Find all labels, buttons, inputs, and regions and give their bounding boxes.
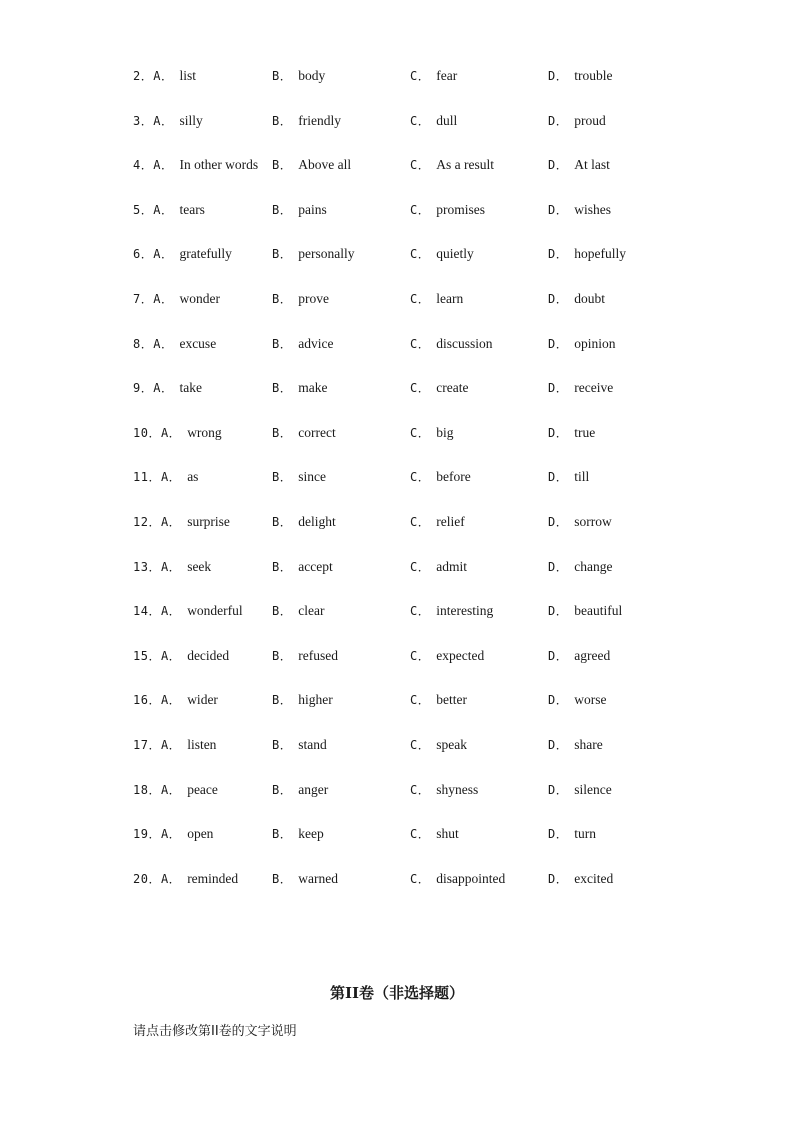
option-label: C． bbox=[410, 827, 431, 842]
option-text: before bbox=[436, 469, 471, 485]
option-text: wider bbox=[187, 692, 218, 708]
option-b bbox=[272, 423, 336, 443]
option-a bbox=[133, 646, 229, 666]
option-text: expected bbox=[436, 647, 485, 663]
option-label: B． bbox=[272, 693, 293, 708]
option-text: shut bbox=[436, 826, 459, 842]
option-text: change bbox=[574, 558, 613, 574]
option-a bbox=[133, 690, 218, 710]
option-label: C． bbox=[410, 381, 431, 396]
option-label: 7．A． bbox=[133, 292, 174, 306]
option-text: higher bbox=[298, 692, 333, 708]
option-label: C． bbox=[410, 292, 431, 306]
option-a bbox=[133, 378, 202, 398]
option-label: 13．A． bbox=[133, 559, 182, 574]
option-c bbox=[410, 155, 494, 175]
option-label: D． bbox=[548, 827, 569, 842]
option-text: quietly bbox=[436, 246, 474, 262]
option-c bbox=[410, 601, 493, 621]
option-text: big bbox=[436, 424, 454, 440]
question-row bbox=[133, 200, 693, 220]
section-title: 第II卷（非选择题） bbox=[329, 984, 465, 1002]
option-d bbox=[548, 869, 613, 889]
option-text: beautiful bbox=[574, 603, 623, 619]
option-b bbox=[272, 646, 338, 666]
option-d bbox=[548, 200, 611, 220]
option-label: C． bbox=[410, 158, 431, 173]
option-text: body bbox=[298, 68, 326, 83]
option-label: B． bbox=[272, 381, 293, 396]
option-label: C． bbox=[410, 336, 431, 351]
option-text: keep bbox=[298, 826, 324, 842]
option-b bbox=[272, 869, 338, 889]
option-text: As a result bbox=[436, 157, 494, 173]
option-text: advice bbox=[298, 335, 334, 351]
option-b bbox=[272, 200, 327, 220]
option-text: decided bbox=[187, 647, 230, 663]
option-text: At last bbox=[574, 157, 610, 173]
option-a bbox=[133, 423, 222, 443]
option-b bbox=[272, 155, 351, 175]
option-d bbox=[548, 66, 612, 86]
option-label: B． bbox=[272, 515, 293, 529]
question-row bbox=[133, 66, 693, 86]
option-text: pains bbox=[298, 201, 327, 217]
option-text: opinion bbox=[574, 335, 616, 351]
option-d bbox=[548, 155, 610, 175]
option-a bbox=[133, 467, 198, 487]
option-label: D． bbox=[548, 559, 569, 574]
option-text: true bbox=[574, 424, 596, 440]
option-text: wonderful bbox=[187, 603, 243, 619]
question-row bbox=[133, 869, 693, 889]
option-d bbox=[548, 601, 622, 621]
option-a bbox=[133, 334, 216, 354]
option-text: trouble bbox=[574, 68, 613, 83]
option-label: D． bbox=[548, 738, 569, 752]
option-label: 19．A． bbox=[133, 827, 182, 842]
option-b bbox=[272, 512, 336, 532]
option-d bbox=[548, 557, 612, 577]
option-text: take bbox=[179, 380, 202, 396]
option-label: 12．A． bbox=[133, 515, 182, 529]
option-a bbox=[133, 512, 230, 532]
option-label: D． bbox=[548, 336, 569, 351]
option-text: disappointed bbox=[436, 870, 506, 886]
option-text: as bbox=[187, 469, 199, 485]
option-c bbox=[410, 467, 471, 487]
option-label: C． bbox=[410, 604, 431, 619]
option-c bbox=[410, 66, 457, 86]
option-label: B． bbox=[272, 827, 293, 842]
option-text: create bbox=[436, 380, 469, 396]
option-label: D． bbox=[548, 202, 569, 217]
option-text: doubt bbox=[574, 291, 605, 306]
option-text: prove bbox=[298, 291, 329, 306]
option-text: learn bbox=[436, 291, 464, 306]
option-c bbox=[410, 735, 467, 755]
option-label: C． bbox=[410, 559, 431, 574]
option-a bbox=[133, 601, 243, 621]
option-b bbox=[272, 601, 324, 621]
option-text: refused bbox=[298, 647, 338, 663]
option-text: stand bbox=[298, 737, 327, 752]
option-text: receive bbox=[574, 380, 614, 396]
option-text: reminded bbox=[187, 870, 239, 886]
option-label: D． bbox=[548, 425, 569, 440]
option-c bbox=[410, 200, 485, 220]
option-a bbox=[133, 735, 216, 755]
option-c bbox=[410, 289, 463, 309]
option-b bbox=[272, 244, 354, 264]
option-text: share bbox=[574, 737, 603, 752]
option-label: B． bbox=[272, 425, 293, 440]
option-label: B． bbox=[272, 292, 293, 306]
option-a bbox=[133, 869, 238, 889]
option-d bbox=[548, 512, 612, 532]
option-c bbox=[410, 824, 459, 844]
option-label: D． bbox=[548, 381, 569, 396]
option-label: D． bbox=[548, 782, 569, 797]
option-text: worse bbox=[574, 692, 607, 708]
option-label: 15．A． bbox=[133, 648, 182, 663]
option-text: promises bbox=[436, 201, 485, 217]
option-text: anger bbox=[298, 781, 329, 797]
question-row bbox=[133, 289, 693, 309]
option-label: B． bbox=[272, 470, 293, 485]
question-row bbox=[133, 512, 693, 532]
option-text: proud bbox=[574, 112, 606, 128]
option-text: sorrow bbox=[574, 514, 612, 529]
option-text: since bbox=[298, 469, 326, 485]
option-a bbox=[133, 557, 211, 577]
option-text: tears bbox=[179, 201, 205, 217]
option-label: C． bbox=[410, 782, 431, 797]
option-label: C． bbox=[410, 738, 431, 752]
option-b bbox=[272, 66, 325, 86]
option-text: Above all bbox=[298, 157, 352, 173]
option-label: B． bbox=[272, 648, 293, 663]
option-label: D． bbox=[548, 871, 569, 886]
option-b bbox=[272, 111, 341, 131]
option-label: 2．A． bbox=[133, 69, 174, 83]
option-a bbox=[133, 66, 196, 86]
option-text: clear bbox=[298, 603, 325, 619]
option-label: C． bbox=[410, 648, 431, 663]
option-text: warned bbox=[298, 870, 338, 886]
option-label: D． bbox=[548, 158, 569, 173]
option-label: 14．A． bbox=[133, 604, 182, 619]
option-label: D． bbox=[548, 113, 569, 128]
option-label: D． bbox=[548, 604, 569, 619]
option-b bbox=[272, 378, 327, 398]
option-text: delight bbox=[298, 514, 336, 529]
option-text: agreed bbox=[574, 647, 611, 663]
question-row bbox=[133, 646, 693, 666]
option-d bbox=[548, 244, 626, 264]
option-d bbox=[548, 690, 606, 710]
option-label: 3．A． bbox=[133, 113, 174, 128]
question-row bbox=[133, 824, 693, 844]
option-label: B． bbox=[272, 871, 293, 886]
option-label: D． bbox=[548, 648, 569, 663]
option-label: B． bbox=[272, 69, 293, 83]
option-text: fear bbox=[436, 68, 458, 83]
option-label: D． bbox=[548, 693, 569, 708]
option-c bbox=[410, 869, 505, 889]
option-a bbox=[133, 780, 218, 800]
question-row bbox=[133, 111, 693, 131]
option-text: accept bbox=[298, 558, 333, 574]
option-label: B． bbox=[272, 559, 293, 574]
option-label: C． bbox=[410, 202, 431, 217]
question-row bbox=[133, 601, 693, 621]
option-label: 18．A． bbox=[133, 782, 182, 797]
option-a bbox=[133, 244, 232, 264]
question-row bbox=[133, 423, 693, 443]
question-row bbox=[133, 334, 693, 354]
option-label: C． bbox=[410, 113, 431, 128]
option-text: silly bbox=[179, 112, 203, 128]
option-label: B． bbox=[272, 782, 293, 797]
option-label: 11．A． bbox=[133, 470, 182, 485]
option-text: list bbox=[179, 68, 196, 83]
option-label: C． bbox=[410, 247, 431, 262]
option-d bbox=[548, 646, 610, 666]
option-label: B． bbox=[272, 604, 293, 619]
option-a bbox=[133, 200, 205, 220]
option-c bbox=[410, 690, 467, 710]
option-b bbox=[272, 289, 329, 309]
question-row bbox=[133, 467, 693, 487]
option-text: excuse bbox=[179, 335, 217, 351]
option-b bbox=[272, 780, 328, 800]
question-row bbox=[133, 155, 693, 175]
option-label: B． bbox=[272, 336, 293, 351]
option-c bbox=[410, 512, 465, 532]
option-text: surprise bbox=[187, 514, 230, 529]
option-text: wonder bbox=[179, 291, 220, 306]
option-c bbox=[410, 646, 484, 666]
option-b bbox=[272, 557, 333, 577]
option-d bbox=[548, 289, 605, 309]
option-text: correct bbox=[298, 424, 336, 440]
option-text: In other words bbox=[179, 157, 259, 173]
option-b bbox=[272, 735, 327, 755]
option-b bbox=[272, 824, 324, 844]
option-text: wrong bbox=[187, 424, 222, 440]
option-text: listen bbox=[187, 737, 217, 752]
option-label: C． bbox=[410, 871, 431, 886]
option-text: turn bbox=[574, 826, 596, 842]
option-b bbox=[272, 334, 333, 354]
option-a bbox=[133, 111, 203, 131]
option-label: 5．A． bbox=[133, 202, 174, 217]
option-label: C． bbox=[410, 425, 431, 440]
question-row bbox=[133, 378, 693, 398]
option-a bbox=[133, 155, 258, 175]
option-d bbox=[548, 780, 612, 800]
option-c bbox=[410, 111, 457, 131]
option-c bbox=[410, 780, 478, 800]
option-a bbox=[133, 824, 213, 844]
option-d bbox=[548, 111, 606, 131]
option-text: friendly bbox=[298, 112, 341, 128]
option-c bbox=[410, 244, 474, 264]
option-text: wishes bbox=[574, 201, 611, 217]
option-text: personally bbox=[298, 246, 355, 262]
option-text: interesting bbox=[436, 603, 494, 619]
option-label: D． bbox=[548, 515, 569, 529]
option-label: C． bbox=[410, 470, 431, 485]
option-label: D． bbox=[548, 69, 569, 83]
option-a bbox=[133, 289, 220, 309]
option-label: D． bbox=[548, 292, 569, 306]
question-row bbox=[133, 735, 693, 755]
question-row bbox=[133, 690, 693, 710]
option-text: better bbox=[436, 692, 467, 708]
option-label: B． bbox=[272, 202, 293, 217]
option-label: 6．A． bbox=[133, 247, 174, 262]
option-label: C． bbox=[410, 515, 431, 529]
option-label: D． bbox=[548, 247, 569, 262]
option-text: hopefully bbox=[574, 246, 626, 262]
option-label: C． bbox=[410, 69, 431, 83]
option-label: 20．A． bbox=[133, 871, 182, 886]
option-text: gratefully bbox=[179, 246, 232, 262]
question-row bbox=[133, 557, 693, 577]
option-d bbox=[548, 423, 595, 443]
option-text: relief bbox=[436, 514, 465, 529]
question-row bbox=[133, 780, 693, 800]
option-text: dull bbox=[436, 112, 458, 128]
option-b bbox=[272, 467, 326, 487]
option-d bbox=[548, 824, 596, 844]
option-c bbox=[410, 423, 454, 443]
section-note[interactable]: 请点击修改第II卷的文字说明 bbox=[133, 1024, 297, 1039]
option-text: discussion bbox=[436, 335, 493, 351]
option-label: B． bbox=[272, 247, 293, 262]
option-label: B． bbox=[272, 738, 293, 752]
option-text: excited bbox=[574, 870, 614, 886]
option-b bbox=[272, 690, 333, 710]
option-label: 17．A． bbox=[133, 738, 182, 752]
option-text: seek bbox=[187, 558, 212, 574]
option-text: peace bbox=[187, 781, 218, 797]
option-text: shyness bbox=[436, 781, 479, 797]
option-c bbox=[410, 334, 493, 354]
option-text: till bbox=[574, 469, 590, 485]
option-c bbox=[410, 378, 468, 398]
option-label: 10．A． bbox=[133, 425, 182, 440]
option-text: silence bbox=[574, 781, 612, 797]
option-label: 9．A． bbox=[133, 381, 174, 396]
option-label: 16．A． bbox=[133, 693, 182, 708]
option-d bbox=[548, 467, 589, 487]
option-text: open bbox=[187, 826, 214, 842]
question-row bbox=[133, 244, 693, 264]
option-label: B． bbox=[272, 158, 293, 173]
option-label: 8．A． bbox=[133, 336, 174, 351]
option-text: make bbox=[298, 380, 328, 396]
option-label: D． bbox=[548, 470, 569, 485]
option-label: B． bbox=[272, 113, 293, 128]
option-d bbox=[548, 378, 613, 398]
option-label: C． bbox=[410, 693, 431, 708]
option-c bbox=[410, 557, 467, 577]
option-text: admit bbox=[436, 558, 467, 574]
option-text: speak bbox=[436, 737, 467, 752]
option-label: 4．A． bbox=[133, 158, 174, 173]
option-d bbox=[548, 735, 603, 755]
option-d bbox=[548, 334, 616, 354]
